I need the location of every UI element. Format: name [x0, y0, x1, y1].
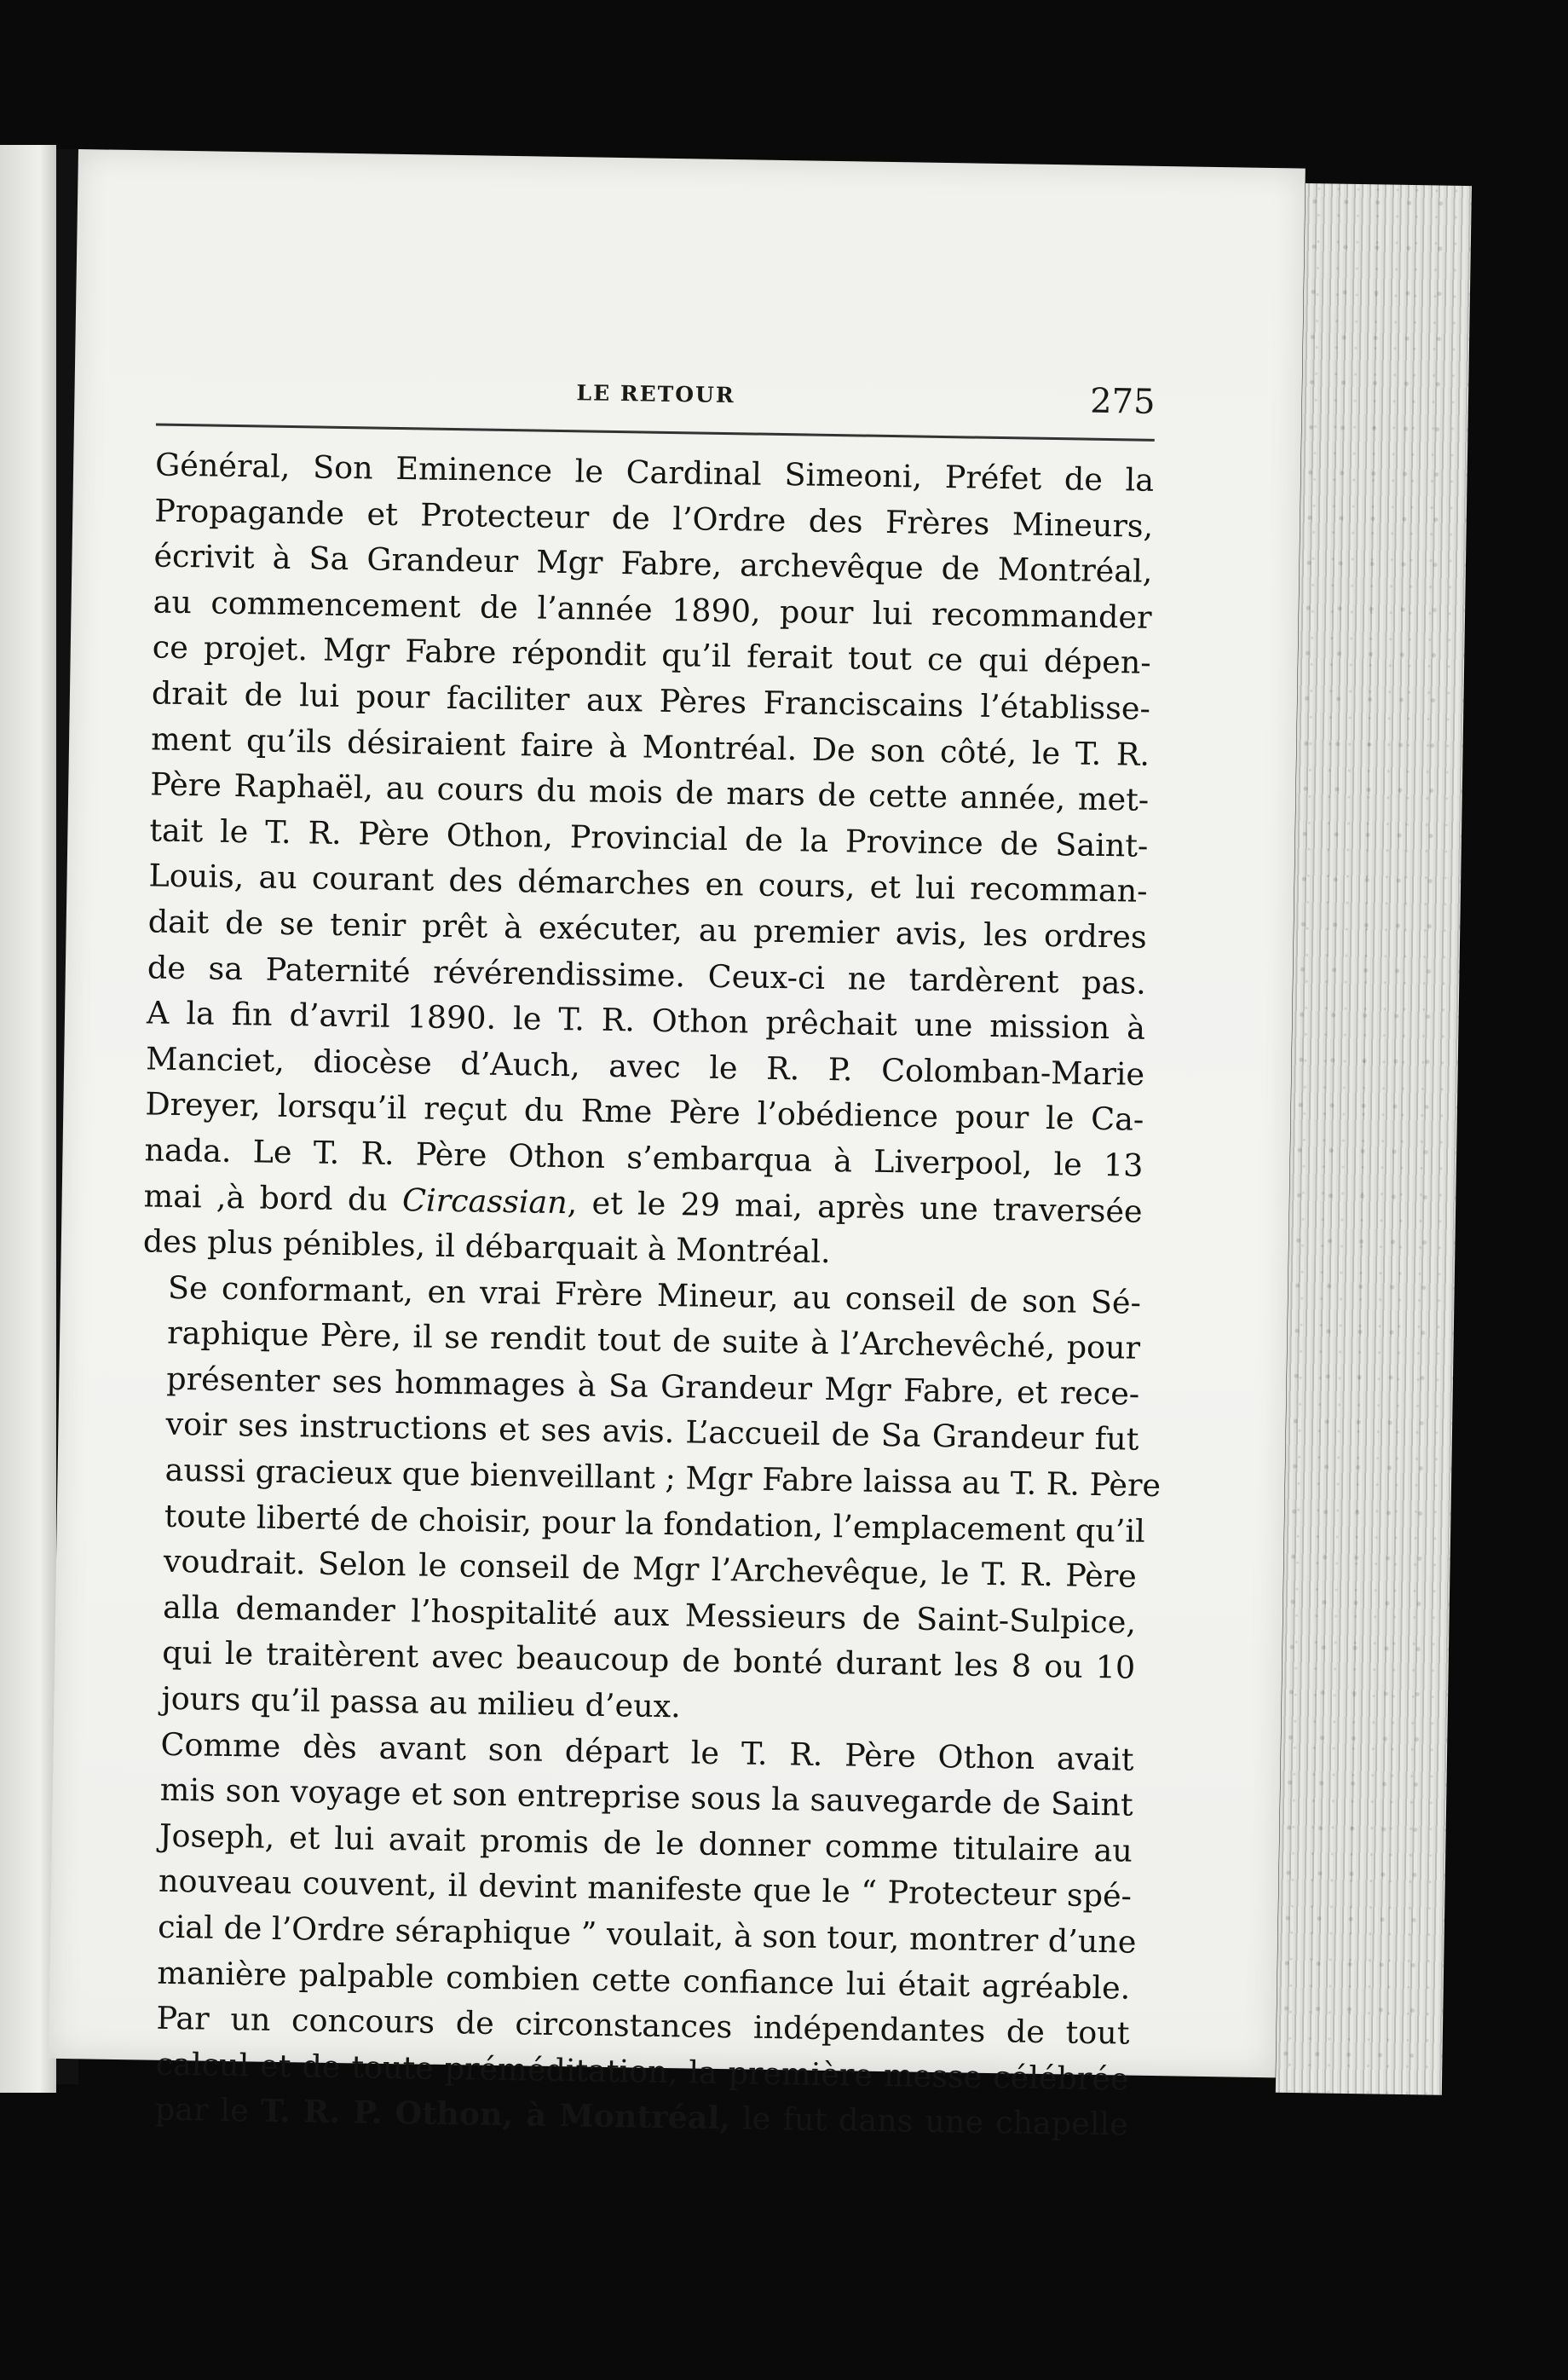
- text-line: écrivit à Sa Grandeur Mgr Fabre, archevêque de Montréal,: [153, 537, 1153, 591]
- text-line: voir ses instructions et ses avis. L’accueil de Sa Grandeur fut: [165, 1406, 1139, 1459]
- page-number: 275: [1089, 381, 1156, 422]
- previous-page-edge: [0, 145, 56, 2093]
- text-line: jours qu’il passa au milieu d’eux.: [161, 1679, 682, 1725]
- bold-phrase: T. R. P. Othon, à Montréal,: [260, 2093, 731, 2137]
- text-line: drait de lui pour faciliter aux Pères Franciscains l’établisse-: [151, 674, 1151, 727]
- text-line: ce projet. Mgr Fabre répondit qu’il ferait tout ce qui dépen-: [152, 628, 1152, 682]
- page-stack-edges: [1276, 183, 1472, 2095]
- text-line: manière palpable combien cette confiance lui était agréable.: [157, 1954, 1131, 2007]
- text-line: calcul et de toute préméditation, la première messe célébrée: [155, 2045, 1129, 2098]
- text-line: Dreyer, lorsqu’il reçut du Rme Père l’obédience pour le Ca-: [145, 1085, 1144, 1139]
- book-page: [49, 149, 1306, 2144]
- ship-name: Circassian: [401, 1181, 568, 1221]
- text-line: par le T. R. P. Othon, à Montréal, le fut dans une chapelle: [154, 2091, 1129, 2144]
- text-line: Manciet, diocèse d’Auch, avec le R. P. Colomban-Marie: [145, 1040, 1145, 1093]
- text-line: des plus pénibles, il débarquait à Montréal.: [142, 1222, 832, 1271]
- running-head: LE RETOUR: [576, 380, 735, 408]
- text-line: mis son voyage et son entreprise sous la sauvegarde de Saint: [159, 1771, 1133, 1823]
- body-text: [129, 442, 1162, 2147]
- text-line: alla demander l’hospitalité aux Messieurs de Saint-Sulpice,: [162, 1588, 1137, 1641]
- text-line: de sa Paternité révérendissime. Ceux-ci ne tardèrent pas.: [147, 948, 1147, 1002]
- text-line: dait de se tenir prêt à exécuter, au premier avis, les ordres: [147, 903, 1147, 956]
- text-line: Joseph, et lui avait promis de le donner comme titulaire au: [159, 1817, 1133, 1869]
- text-line: tait le T. R. Père Othon, Provincial de la Province de Saint-: [149, 812, 1149, 864]
- text-line: Général, Son Eminence le Cardinal Simeoni, Préfet de la: [154, 446, 1155, 499]
- text-line: présenter ses hommages à Sa Grandeur Mgr Fabre, et rece-: [166, 1360, 1140, 1412]
- paragraph-4: [129, 1995, 1129, 2147]
- text-line: ment qu’ils désiraient faire à Montréal. De son côté, le T. R.: [150, 719, 1150, 773]
- text-line: raphique Père, il se rendit tout de suite à l’Archevêché, pour: [166, 1314, 1141, 1367]
- paragraph-3: [131, 1721, 1137, 2011]
- paragraph-2: [135, 1264, 1162, 1736]
- text-line: cial de l’Ordre séraphique ” voulait, à son tour, montrer d’une: [157, 1908, 1137, 1961]
- text-line: Par un concours de circonstances indépendantes de tout: [156, 1999, 1130, 2052]
- text-line: Se conformant, en vrai Frère Mineur, au conseil de son Sé-: [167, 1268, 1142, 1321]
- text-line: Propagande et Protecteur de l’Ordre des Frères Mineurs,: [154, 492, 1154, 545]
- text-line: Louis, au courant des démarches en cours, et lui recomman-: [148, 857, 1148, 910]
- text-line: qui le traitèrent avec beaucoup de bonté durant les 8 ou 10: [161, 1634, 1136, 1687]
- text-line: nada. Le T. R. Père Othon s’embarqua à Liverpool, le 13: [144, 1131, 1144, 1184]
- text-line: au commencement de l’année 1890, pour lui recommander: [153, 583, 1152, 636]
- text-line: nouveau couvent, il devint manifeste que le “ Protecteur spé-: [158, 1863, 1133, 1915]
- text-line: voudrait. Selon le conseil de Mgr l’Archevêque, le T. R. Père: [163, 1543, 1138, 1595]
- text-line: mai ,à bord du Circassian, et le 29 mai, après une traversée: [143, 1176, 1143, 1230]
- page-header: [156, 363, 1156, 430]
- text-line: aussi gracieux que bienveillant ; Mgr Fabre laissa au T. R. Père: [164, 1451, 1162, 1505]
- text-line: toute liberté de choisir, pour la fondation, l’emplacement qu’il: [164, 1497, 1146, 1550]
- paragraph-1: [142, 442, 1154, 1280]
- text-line: A la fin d’avril 1890. le T. R. Othon prêchait une mission à: [146, 994, 1146, 1047]
- text-line: Comme dès avant son départ le T. R. Père Othon avait: [160, 1725, 1134, 1778]
- text-line: Père Raphaël, au cours du mois de mars de cette année, met-: [149, 765, 1150, 818]
